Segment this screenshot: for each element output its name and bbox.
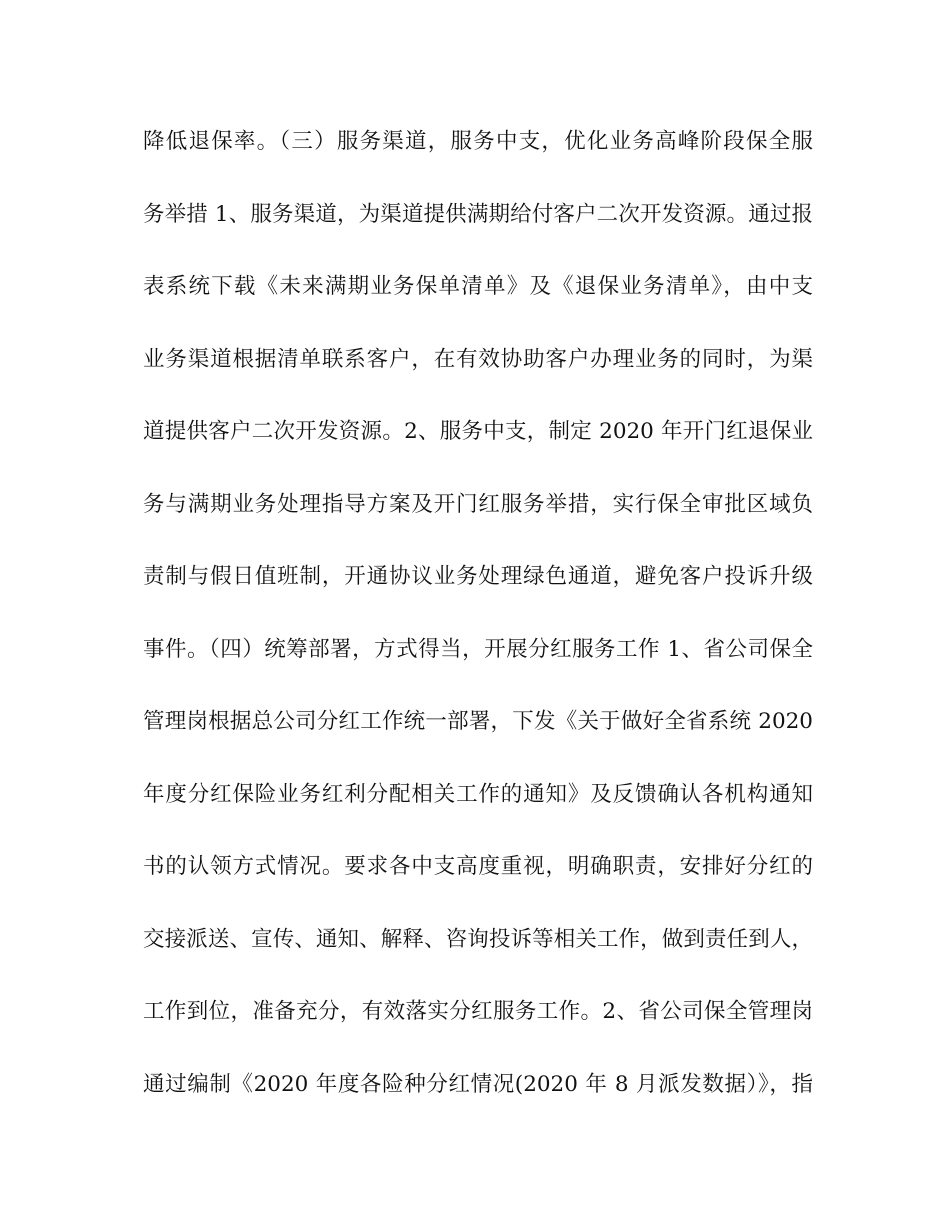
- text-line-11: 书的认领方式情况。要求各中支高度重视，明确职责，安排好分红的: [143, 854, 813, 879]
- text-line-1: 降低退保率。（三）服务渠道，服务中支，优化业务高峰阶段保全服: [143, 129, 813, 154]
- text-line-7: 责制与假日值班制，开通协议业务处理绿色通道，避免客户投诉升级: [143, 564, 813, 589]
- text-line-10: 年度分红保险业务红利分配相关工作的通知》及反馈确认各机构通知: [143, 781, 813, 807]
- text-line-4: 业务渠道根据清单联系客户，在有效协助客户办理业务的同时，为渠: [143, 346, 813, 372]
- text-line-14: 通过编制《2020 年度各险种分红情况(2020 年 8 月派发数据）》，指: [143, 1071, 813, 1097]
- text-line-9: 管理岗根据总公司分红工作统一部署，下发《关于做好全省系统 2020: [143, 709, 813, 734]
- text-line-2: 务举措 1、服务渠道，为渠道提供满期给付客户二次开发资源。通过报: [143, 201, 813, 227]
- text-line-5: 道提供客户二次开发资源。2、服务中支，制定 2020 年开门红退保业: [143, 419, 813, 444]
- text-line-12: 交接派送、宣传、通知、解释、咨询投诉等相关工作，做到责任到人，: [143, 926, 813, 952]
- text-line-6: 务与满期业务处理指导方案及开门红服务举措，实行保全审批区域负: [143, 491, 813, 517]
- body-text: [143, 122, 813, 1137]
- text-line-13: 工作到位，准备充分，有效落实分红服务工作。2、省公司保全管理岗: [143, 999, 813, 1024]
- text-line-8: 事件。（四）统筹部署，方式得当，开展分红服务工作 1、省公司保全: [143, 636, 813, 662]
- text-line-3: 表系统下载《未来满期业务保单清单》及《退保业务清单》，由中支: [143, 274, 813, 299]
